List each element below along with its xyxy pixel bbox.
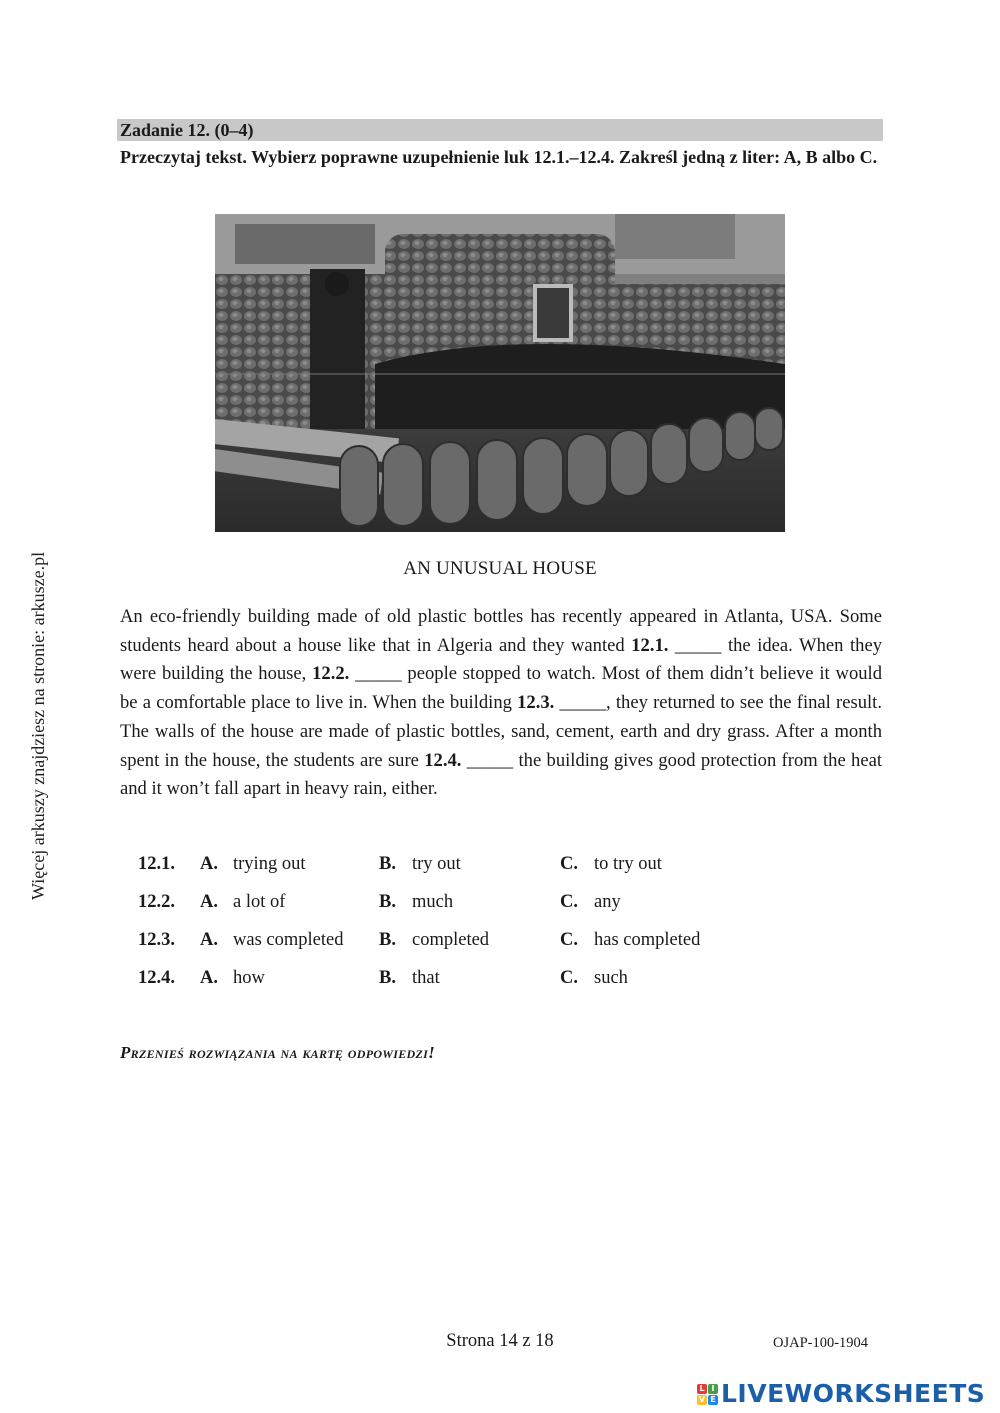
badge-letter: E xyxy=(708,1395,718,1405)
option-b-text[interactable]: completed xyxy=(412,930,490,950)
gap-number: 12.1. xyxy=(631,634,669,656)
gap-number: 12.4. xyxy=(424,749,462,771)
option-row xyxy=(138,892,838,930)
page-number: Strona 14 z 18 xyxy=(446,1331,554,1351)
option-c-text[interactable]: has completed xyxy=(594,930,701,950)
exam-code: OJAP-100-1904 xyxy=(773,1335,869,1351)
option-b-letter[interactable]: B. xyxy=(379,968,396,988)
gap-number: 12.2. xyxy=(312,663,350,685)
liveworksheets-logo xyxy=(697,1378,985,1410)
option-a-letter[interactable]: A. xyxy=(200,892,218,912)
option-row xyxy=(138,854,838,892)
option-c-letter[interactable]: C. xyxy=(560,968,578,988)
option-b-text[interactable]: that xyxy=(412,968,440,988)
option-row xyxy=(138,930,838,968)
option-a-text[interactable]: was completed xyxy=(233,930,344,950)
option-c-letter[interactable]: C. xyxy=(560,930,578,950)
article-text: _____, they returned to see the final result. The walls of the house are made of plastic bottles, sand, cement, earth and dry grass. After a month spent in the house, the students are sure xyxy=(120,692,882,771)
badge-letter: I xyxy=(708,1384,718,1394)
option-b-letter[interactable]: B. xyxy=(379,892,396,912)
question-number: 12.3. xyxy=(138,930,175,950)
option-b-letter[interactable]: B. xyxy=(379,854,396,874)
option-b-letter[interactable]: B. xyxy=(379,930,396,950)
option-a-letter[interactable]: A. xyxy=(200,930,218,950)
option-row xyxy=(138,968,838,1006)
article-paragraph xyxy=(120,603,882,804)
transfer-answers-note: Przenieś rozwiązania na kartę odpowiedzi! xyxy=(120,1043,436,1062)
badge-letter: V xyxy=(698,1394,706,1404)
option-a-text[interactable]: a lot of xyxy=(233,892,286,912)
article-text: _____ the building gives good protection from the heat and it won’t fall apart in heavy rain, either. xyxy=(120,749,882,800)
option-a-text[interactable]: how xyxy=(233,968,265,988)
option-c-text[interactable]: any xyxy=(594,892,621,912)
bottle-house-photo xyxy=(215,214,785,532)
option-c-letter[interactable]: C. xyxy=(560,892,578,912)
option-b-text[interactable]: try out xyxy=(412,854,461,874)
article-body xyxy=(120,603,882,804)
article-title: AN UNUSUAL HOUSE xyxy=(403,558,597,579)
option-c-text[interactable]: to try out xyxy=(594,854,662,874)
task-instruction: Przeczytaj tekst. Wybierz poprawne uzupełnienie luk 12.1.–12.4. Zakreśl jedną z liter: A, B albo C. xyxy=(120,147,878,167)
liveworksheets-wordmark: LIVEWORKSHEETS xyxy=(721,1379,986,1408)
article-text: An eco-friendly building made of old plastic bottles has recently appeared in Atlanta, USA. Some students heard about a house like that in Algeria and they wanted xyxy=(120,606,882,656)
liveworksheets-badge-icon xyxy=(697,1384,718,1405)
option-a-text[interactable]: trying out xyxy=(233,854,306,874)
answer-options xyxy=(138,854,838,1006)
gap-number: 12.3. xyxy=(517,692,555,714)
task-header: Zadanie 12. (0–4) xyxy=(117,119,883,141)
option-b-text[interactable]: much xyxy=(412,892,454,912)
article-text: _____ the idea. When they were building the house, xyxy=(120,634,882,685)
option-a-letter[interactable]: A. xyxy=(200,968,218,988)
option-c-text[interactable]: such xyxy=(594,968,628,988)
side-watermark-note: Więcej arkuszy znajdziesz na stronie: arkusze.pl xyxy=(28,551,48,900)
question-number: 12.2. xyxy=(138,892,175,912)
badge-letter: L xyxy=(697,1384,707,1394)
article-text: _____ people stopped to watch. Most of them didn’t believe it would be a comfortable place to live in. When the building xyxy=(120,663,882,714)
option-a-letter[interactable]: A. xyxy=(200,854,218,874)
option-c-letter[interactable]: C. xyxy=(560,854,578,874)
bottle-house-illustration xyxy=(215,214,785,532)
question-number: 12.1. xyxy=(138,854,175,874)
question-number: 12.4. xyxy=(138,968,175,988)
